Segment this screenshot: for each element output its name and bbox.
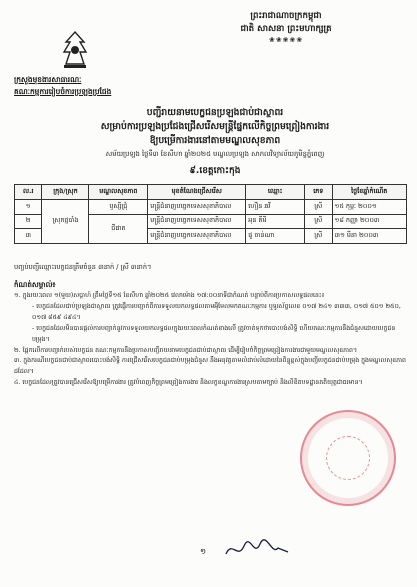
exam-session-line: សម័យប្រឡង ថ្ងៃទី៣ ខែសីហា ឆ្នាំ២០២៥ មណ្ឌលប្រឡង សាកលវិទ្យាល័យភូមិន្ទភ្នំពេញ [105, 150, 325, 158]
issuing-organization [14, 74, 111, 98]
header-dob: ថ្ងៃខែឆ្នាំកំណើត [332, 185, 407, 200]
district-cell: ស្រុកថ្មបាំង [42, 200, 89, 244]
header-position: មុខតំណែងជ្រើសរើស [148, 185, 246, 200]
note-item: - បេក្ខជនដែលជាប់ប្រឡងជាស្ថាពរ ត្រូវផ្ញើការបញ្ជាក់ពីការទទួលយកលទ្ធផលតាមអុីមែលមកគណៈកម្មការ ឬទូរស័ព្ទលេខ ០១៧ ២៤១ ៣៣៣, ០១៧ ៥០១ ២៥០, ០១៧ ៨៥៩ ៤៩៤។ [32, 302, 401, 321]
position-cell: មន្ត្រីជំនាញបច្ចេកទេសសុខាភិបាល [148, 229, 246, 244]
notes-title: កំណត់សម្គាល់៖ [14, 280, 56, 289]
closing-summary: បញ្ចប់បញ្ជីឈ្មោះបេក្ខជនត្រឹមចំនួន ៣នាក់ / ស្រី ៣នាក់។ [14, 263, 152, 271]
table-header-row [15, 185, 407, 200]
ministry-emblem-icon [58, 30, 92, 70]
position-cell: មន្ត្រីជំនាញបច្ចេកទេសសុខាភិបាល [148, 200, 246, 215]
signature [222, 534, 292, 564]
note-item: ៣. ក្នុងករណីបេក្ខជនជាប់ជាស្ថាពរបោះបង់សិទ្ធិ ការជ្រើសរើសបេក្ខជនជាប់បម្រុងជំនួស នឹងអនុវត្តតាមលំដាប់លំដោយនៃពិន្ទុខ្ពស់ក្នុងបញ្ជីបេក្ខជនជាប់បម្រុង ក្នុងមណ្ឌលសុខភាពដដែល។ [14, 357, 406, 376]
sex-cell: ស្រី [305, 214, 332, 229]
dob-cell: ៣១ មីនា ២០០៣ [332, 229, 407, 244]
header-district: ក្រុង/ស្រុក [42, 185, 89, 200]
stamp-inner-ring [326, 436, 370, 480]
sex-cell: ស្រី [305, 229, 332, 244]
ministry-name: ក្រសួងមុខងារសាធារណៈ [14, 75, 82, 84]
name-cell: ផូ ចាន់ណា [246, 229, 305, 244]
official-stamp [300, 410, 396, 506]
title-line-2: សម្រាប់ការប្រឡងប្រជែងជ្រើសរើសមន្ត្រីផ្នែកលើកិច្ចព្រមព្រៀងការងារ [100, 121, 330, 132]
header-no: ល.រ [15, 185, 42, 200]
kingdom-title: ព្រះរាជាណាចក្រកម្ពុជា [250, 11, 322, 21]
name-cell: ហឿន ឆវី [246, 200, 305, 215]
title-line-3: ឱ្យបម្រើការងារនៅតាមមណ្ឌលសុខភាព [149, 135, 281, 146]
national-header [211, 10, 361, 45]
title-line-1: បញ្ជីរាយនាមបេក្ខជនប្រឡងជាប់ជាស្ថាពរ [146, 107, 284, 118]
header-name: ឈ្មោះ [246, 185, 305, 200]
header-health-center: មណ្ឌលសុខភាព [89, 185, 148, 200]
header-sex: ភេទ [305, 185, 332, 200]
note-item: ៤. បេក្ខជនដែលត្រូវបានជ្រើសរើសឱ្យបម្រើការងារ ត្រូវបំពេញកិច្ចព្រមព្រៀងការងារ និងលក្ខខណ្ឌការងារស្របតាមច្បាប់ និងលិខិតបទដ្ឋានគតិយុត្តជាធរមាន។ [14, 379, 363, 387]
national-motto: ជាតិ សាសនា ព្រះមហាក្សត្រ [240, 24, 332, 34]
header-ornament: ❀❀❀❀❀ [268, 36, 304, 44]
document-titles [20, 106, 410, 179]
notes-section [14, 291, 406, 389]
row-no: ១ [15, 200, 42, 215]
row-no: ៣ [15, 229, 42, 244]
health-center-cell: ជីផាត [89, 214, 148, 243]
note-item: ២. ផ្អែកលើការបញ្ជាក់របស់បេក្ខជន គណៈកម្មការនឹងប្រកាសបញ្ជីរាយនាមបេក្ខជនជាប់ជាស្ថាពរ ដើម្បីរៀបចំកិច្ចព្រមព្រៀងការងារជាមួយមណ្ឌលសុខភាព។ [14, 346, 358, 354]
page-number: ១ [200, 547, 207, 556]
position-cell: មន្ត្រីជំនាញបច្ចេកទេសសុខាភិបាល [148, 214, 246, 229]
province-heading: ៩.ខេត្តកោះកុង [189, 166, 241, 176]
note-item: - បេក្ខជនដែលមិនបានផ្តល់ការបញ្ជាក់នូវការទទួលយកលទ្ធផលក្នុងរយៈពេលកំណត់ខាងលើ ត្រូវចាត់ទុកថាបោះបង់សិទ្ធិ ហើយគណៈកម្មការនឹងជំនួសដោយបេក្ខជនបម្រុង។ [32, 324, 396, 343]
note-item: ១. ក្នុងរយៈពេល ១(មួយ)សប្តាហ៍ ត្រឹមថ្ងៃទី១៥ ខែសីហា ឆ្នាំ២០២៥ វេលាម៉ោង ១៧:០០នាទីជាកំណត់ បន្ទាប់ពីការប្រកាសលទ្ធផលនេះ៖ [14, 292, 325, 299]
sex-cell: ស្រី [305, 200, 332, 215]
health-center-cell: ឫស្សីជ្រុំ [89, 200, 148, 215]
committee-name: គណៈកម្មការរៀបចំការប្រឡងប្រជែង [14, 87, 112, 96]
table-row [15, 200, 407, 215]
dob-cell: ១៨ កញ្ញា ២០០៣ [332, 214, 407, 229]
name-cell: អុន គីមី [246, 214, 305, 229]
row-no: ២ [15, 214, 42, 229]
dob-cell: ១៥ កុម្ភៈ ២០០១ [332, 200, 407, 215]
results-table [14, 184, 407, 244]
